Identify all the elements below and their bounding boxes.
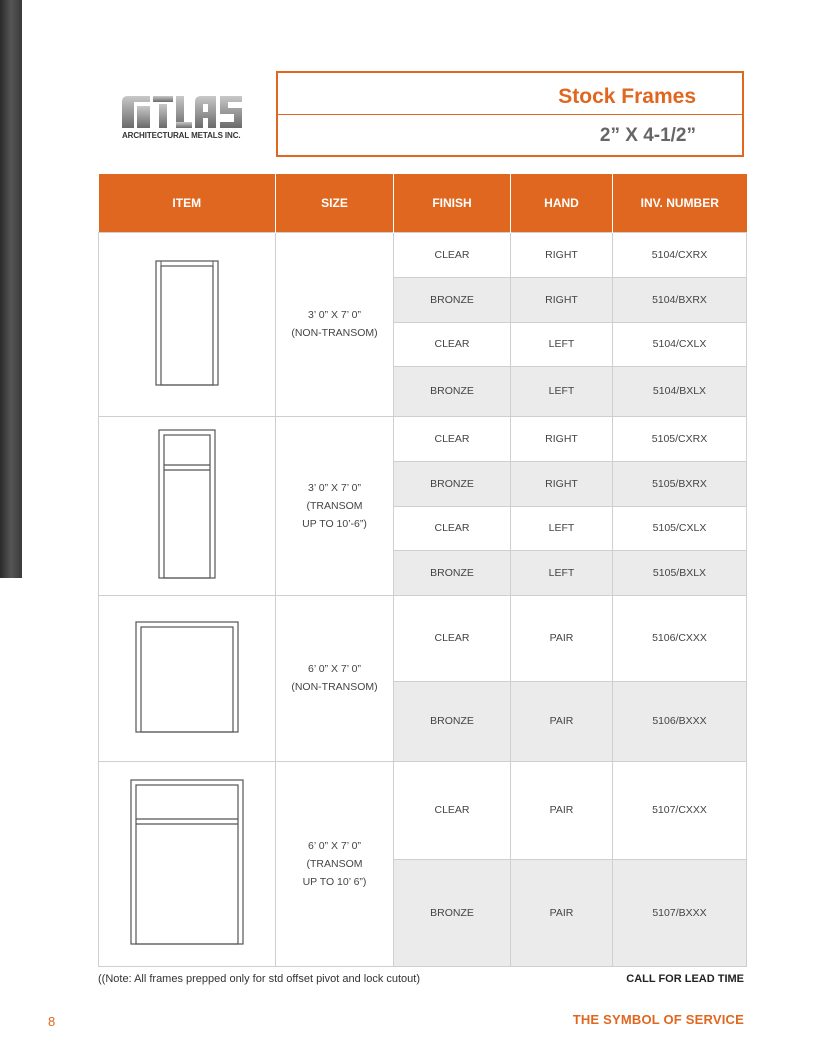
size-line: (NON-TRANSOM) <box>291 681 378 693</box>
logo-tagline: ARCHITECTURAL METALS INC. <box>122 131 241 140</box>
column-header-size: SIZE <box>276 174 394 232</box>
inv-number-cell: 5104/CXRX <box>613 232 747 277</box>
inv-number-cell: 5105/CXLX <box>613 506 747 550</box>
finish-cell: CLEAR <box>394 322 511 366</box>
item-cell <box>99 416 276 595</box>
table-row <box>99 232 747 277</box>
hand-cell: PAIR <box>511 859 613 966</box>
inv-number-cell: 5107/CXXX <box>613 761 747 859</box>
lead-time-note: CALL FOR LEAD TIME <box>626 973 744 985</box>
finish-cell: CLEAR <box>394 761 511 859</box>
size-cell <box>276 232 394 416</box>
table-row <box>99 416 747 461</box>
size-cell <box>276 761 394 966</box>
hand-cell: PAIR <box>511 761 613 859</box>
item-cell <box>99 595 276 761</box>
hand-cell: PAIR <box>511 595 613 681</box>
inv-number-cell: 5107/BXXX <box>613 859 747 966</box>
footer-slogan: THE SYMBOL OF SERVICE <box>572 1012 744 1027</box>
size-line: 3’ 0” X 7’ 0” <box>308 309 361 321</box>
double-door-frame-icon <box>135 621 239 733</box>
hand-cell: RIGHT <box>511 277 613 322</box>
hand-cell: LEFT <box>511 550 613 595</box>
size-cell <box>276 416 394 595</box>
inv-number-cell: 5105/BXRX <box>613 461 747 506</box>
table-header-row <box>99 174 747 232</box>
finish-cell: CLEAR <box>394 416 511 461</box>
hand-cell: PAIR <box>511 681 613 761</box>
finish-cell: BRONZE <box>394 366 511 416</box>
size-line: (TRANSOM <box>306 857 363 870</box>
size-line: UP TO 10’-6”) <box>302 517 367 530</box>
hand-cell: RIGHT <box>511 232 613 277</box>
size-line: 6’ 0” X 7’ 0” <box>308 663 361 675</box>
hand-cell: LEFT <box>511 506 613 550</box>
decorative-edge-strip <box>0 0 22 578</box>
table-row <box>99 761 747 859</box>
page-number: 8 <box>48 1014 56 1029</box>
title-box <box>276 71 744 157</box>
column-header-finish: FINISH <box>394 174 511 232</box>
inv-number-cell: 5106/CXXX <box>613 595 747 681</box>
hand-cell: LEFT <box>511 322 613 366</box>
title-row <box>278 73 742 115</box>
finish-cell: CLEAR <box>394 595 511 681</box>
size-line: (NON-TRANSOM) <box>291 327 378 339</box>
item-cell <box>99 761 276 966</box>
finish-cell: CLEAR <box>394 232 511 277</box>
finish-cell: CLEAR <box>394 506 511 550</box>
size-line: 6’ 0” X 7’ 0” <box>308 839 361 852</box>
hand-cell: LEFT <box>511 366 613 416</box>
finish-cell: BRONZE <box>394 277 511 322</box>
inv-number-cell: 5105/BXLX <box>613 550 747 595</box>
double-door-transom-frame-icon <box>130 779 244 945</box>
inv-number-cell: 5104/BXRX <box>613 277 747 322</box>
column-header-hand: HAND <box>511 174 613 232</box>
stock-frames-table <box>98 174 747 967</box>
hand-cell: RIGHT <box>511 461 613 506</box>
table-row <box>99 595 747 681</box>
inv-number-cell: 5104/CXLX <box>613 322 747 366</box>
finish-cell: BRONZE <box>394 461 511 506</box>
inv-number-cell: 5104/BXLX <box>613 366 747 416</box>
single-door-transom-frame-icon <box>158 429 216 579</box>
finish-cell: BRONZE <box>394 681 511 761</box>
inv-number-cell: 5105/CXRX <box>613 416 747 461</box>
column-header-inv-number: INV. NUMBER <box>613 174 747 232</box>
size-line: (TRANSOM <box>306 499 363 512</box>
page-subtitle: 2” X 4-1/2” <box>599 125 696 146</box>
size-line: UP TO 10’ 6”) <box>302 875 367 888</box>
inv-number-cell: 5106/BXXX <box>613 681 747 761</box>
size-line: 3’ 0” X 7’ 0” <box>308 481 361 494</box>
finish-cell: BRONZE <box>394 859 511 966</box>
column-header-item: ITEM <box>99 174 276 232</box>
frames-note: ((Note: All frames prepped only for std offset pivot and lock cutout) <box>98 973 421 985</box>
hand-cell: RIGHT <box>511 416 613 461</box>
atlas-logo-icon <box>120 92 245 132</box>
single-door-frame-icon <box>155 260 219 386</box>
size-cell <box>276 595 394 761</box>
item-cell <box>99 232 276 416</box>
finish-cell: BRONZE <box>394 550 511 595</box>
page-title: Stock Frames <box>558 85 696 108</box>
